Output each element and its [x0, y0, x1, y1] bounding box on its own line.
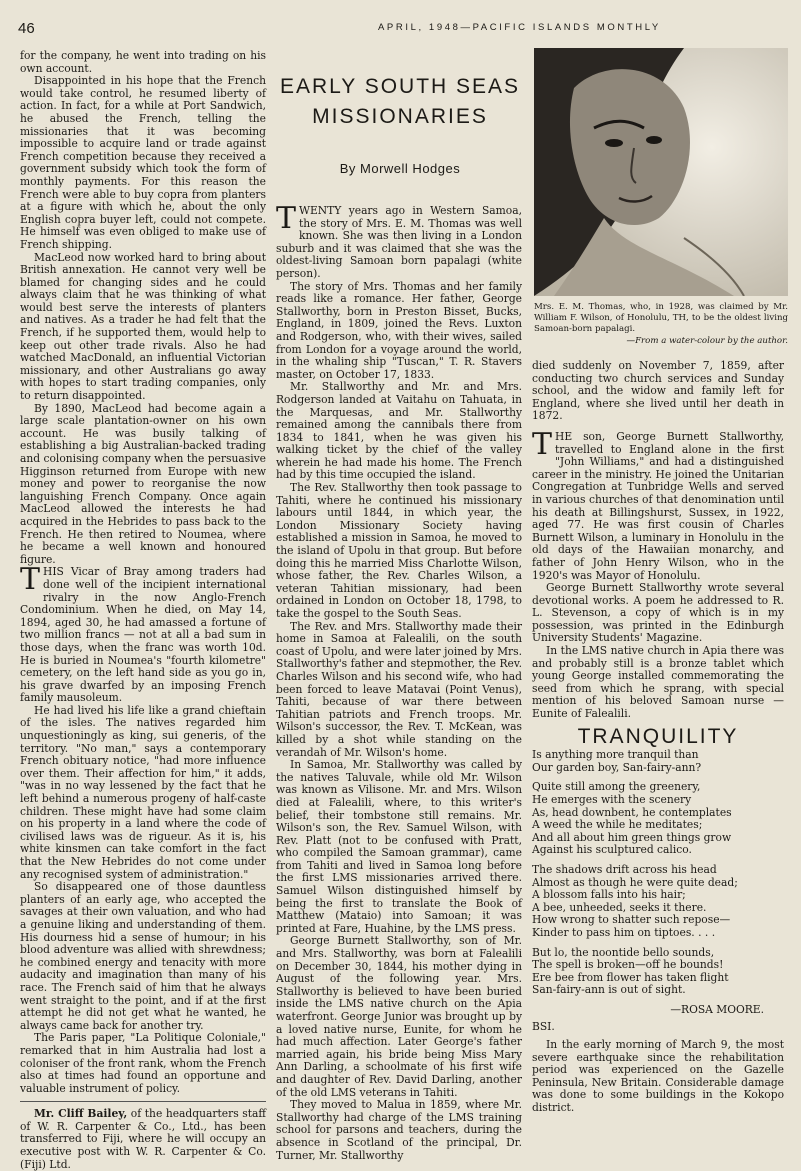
article-byline: By Morwell Hodges — [339, 161, 461, 176]
paragraph: The story of Mrs. Thomas and her family reads like a romance. Her father, George Stallworthy, born in Preston Bisset, Bucks, England, in 1809, joined the Revs. Luxton and Rodgerson, who, with their wives, sailed from London for a voyage around the world, in the whaling ship "Tuscan," T. R. Stavers master, on October 17, 1833. — [276, 279, 522, 381]
paragraph: The Rev. and Mrs. Stallworthy made their home in Samoa at Falealili, on the south coast of Upolu, and were later joined by Mrs. Stallworthy's father and stepmother, the Rev. Charles Wilson and his second wife, who had been forced to leave Matavai (Point Venus), Tahiti, because of war there between Tahitian patriots and French troops. Mr. Wilson's successor, the Rev. T. McKean, was killed by a shot while standing on the verandah of Mr. Wilson's home. — [276, 619, 522, 759]
photo-caption: Mrs. E. M. Thomas, who, in 1928, was claimed by Mr. William F. Wilson, of Honolulu, TH, to be the oldest living Samoan-born papalagi. — [534, 302, 788, 334]
paragraph-drop-cap — [276, 201, 522, 281]
paragraph: In the early morning of March 9, the most severe earthquake since the rehabilitation period was experienced on the Gazelle Peninsula, New Britain. Considerable damage was done to some buildings in the Kokopo district. — [532, 1038, 784, 1115]
paragraph-text: HE son, George Burnett Stallworthy, travelled to England alone in the first "John Williams," and had a distinguished career in the ministry. He joined the Unitarian Congregation at Tunbridge Wells and served in various churches of that denomination until his death at Billingshurst, Sussex, in 1922, aged 77. He was first cousin of Charles Burnett Wilson, a luminary in Honolulu in the old days of the Hawaiian monarchy, and father of John Henry Wilson, who in the 1920's was Mayor of Honolulu. — [532, 429, 784, 582]
paragraph-text: WENTY years ago in Western Samoa, the story of Mrs. E. M. Thomas was well known. She was then living in a London suburb and it was claimed that she was the oldest-living Samoan born papalagi (white person). — [276, 204, 522, 280]
poem-line: A bee, unheeded, seeks it there. — [532, 900, 707, 914]
column-left — [20, 50, 266, 1171]
paragraph-drop-cap — [20, 562, 266, 705]
page-number: 46 — [18, 20, 35, 37]
running-head: APRIL, 1948—PACIFIC ISLANDS MONTHLY — [378, 22, 661, 33]
paragraph: MacLeod now worked hard to bring about British annexation. He cannot very well be blamed for changing sides and he could always claim that he was thinking of what would best serve the interests of planters and natives. As a trader he had felt that the French, if he supported them, would help to keep out other trade rivals. Also he had watched MacDonald, an influential Victorian missionary, and other Australians go away with hopes to start trading companies, only to return disappointed. — [20, 250, 266, 403]
stanza-3 — [532, 864, 784, 940]
paragraph: So disappeared one of those dauntless planters of an early age, who accepted the savages at their own valuation, and who had a genuine liking and understanding of them. His dourness hid a sense of humour; in his blood adventure was allied with shrewdness; he combined energy and tenacity with more audacity and imagination than many of his race. The French said of him that he always went straight to the point, and if at the first attempt he did not get what he wanted, he always came back for another try. — [20, 880, 266, 1032]
poem-line: The spell is broken—off he bounds! — [532, 958, 724, 972]
poem-line: Almost as though he were quite dead; — [532, 875, 738, 889]
paragraph: The Paris paper, "La Politique Coloniale," remarked that in him Australia had lost a coloniser of the front rank, whom the French also at times had found an opportune and valuable instrument of policy. — [20, 1031, 266, 1095]
poem-line: Kinder to pass him on tiptoes. . . . — [532, 925, 716, 939]
paragraph: He had lived his life like a grand chieftain of the isles. The natives regarded him unquestioningly as king, sui generis, of the territory. "No man," says a contemporary French obituary notice, "had more influence over them. Their affection for him," it adds, "was in no way lessened by the fact that he left behind a numerous progeny of half-caste children. These might have had some claim on his property in a land where the code of civilised laws was de rigueur. As it is, his white kinsmen can take comfort in the fact that the New Hebrides do not come under any recognised system of administration." — [20, 703, 266, 881]
poem-line: Is anything more tranquil than — [532, 748, 699, 762]
poem-signature: —ROSA MOORE. — [670, 1002, 764, 1016]
paragraph: for the company, he went into trading on his own account. — [20, 49, 266, 75]
poem-line: The shadows drift across his head — [532, 862, 717, 876]
poem-line: Against his sculptured calico. — [532, 843, 692, 857]
paragraph: The Rev. Stallworthy then took passage to Tahiti, where he continued his missionary labours until 1844, in which year, the London Missionary Society having established a mission in Samoa, he moved to the island of Upolu in that group. But before doing this he married Miss Charlotte Wilson, whose father, the Rev. Charles Wilson, a veteran Tahitian missionary, had been ordained in London on October 18, 1798, to take the gospel to the South Seas. — [276, 481, 522, 620]
poem-line: A blossom falls into his hair; — [532, 888, 686, 902]
poem-title: TRANQUILITY — [577, 724, 739, 748]
paragraph: died suddenly on November 7, 1859, after conducting two church services and Sunday school, and the widow and family left for England, where she lived until her death in 1872. — [532, 359, 784, 423]
stanza-2 — [532, 781, 784, 857]
divider — [20, 1101, 266, 1102]
poem-line: But lo, the noontide bello sounds, — [532, 945, 715, 959]
paragraph: They moved to Malua in 1859, where Mr. Stallworthy had charge of the LMS training school for parsons and teachers, during the absence in Scotland of the principal, Dr. Turner, Mr. Stallworthy — [276, 1098, 522, 1162]
drop-cap: T — [20, 562, 41, 598]
news-item — [20, 1108, 266, 1171]
photo-credit: —From a water-colour by the author. — [626, 336, 788, 346]
paragraph-drop-cap — [532, 426, 784, 582]
column-middle — [276, 201, 522, 1162]
paragraph: In Samoa, Mr. Stallworthy was called by the natives Taluvale, while old Mr. Wilson was known as Vilisone. Mr. and Mrs. Wilson died at Falealili, where, to this writer's belief, their tombstone still remains. Mr. Wilson's son, the Rev. Samuel Wilson, with Rev. Platt (not to be confused with Pratt, who compiled the Samoan grammar), came from Tahiti and lived in Samoa long before the first LMS missionaries arrived there. Samuel Wilson distinguished himself by being the first to translate the Book of Matthew (Mataio) into Samoan; it was printed at Fare, Huahine, by the LMS press. — [276, 758, 522, 935]
paragraph: Mr. Stallworthy and Mr. and Mrs. Rodgerson landed at Vaitahu on Tahuata, in the Marquesas, and Mr. Stallworthy remained among the cannibals there from 1834 to 1841, when he was given his walking ticket by the chief of the valley wherein he had made his home. The French had by this time occupied the island. — [276, 380, 522, 482]
stanza-1 — [532, 749, 784, 774]
news-text: of the headquarters staff of W. R. Carpenter & Co., Ltd., has been transferred to Fiji, where he will occupy an executive post with W. R. Carpenter & Co. (Fiji) Ltd. — [20, 1107, 267, 1171]
paragraph: By 1890, MacLeod had become again a large scale plantation-owner on his own account. He was busily talking of establishing a big Australian-backed trading and colonising company when the persuasive Higginson returned from Europe with new money and power to reorganise the now languishing French Company. Once again MacLeod allowed the interests he had acquired in the Hebrides to pass back to the French. He then retired to Noumea, where he became a well known and honoured figure. — [20, 401, 266, 566]
paragraph: In the LMS native church in Apia there was and probably still is a bronze tablet which young George installed commemorating the seed from which he sprang, with special mention of his beloved Samoan nurse — Eunite of Falealili. — [532, 644, 784, 721]
poem-line: Ere bee from flower has taken flight — [532, 970, 729, 984]
section-tag: BSI. — [532, 1019, 555, 1033]
poem — [532, 749, 784, 1016]
portrait-photo — [534, 48, 788, 296]
paragraph: George Burnett Stallworthy, son of Mr. and Mrs. Stallworthy, was born at Falealili on December 30, 1844, his mother dying in August of the following year. Mrs. Stallworthy is believed to have been buried inside the LMS native church on the Apia waterfront. George Junior was brought up by a loved native nurse, Eunite, for whom he had much affection. Later George's father married again, his bride being Miss Mary Ann Darling, a schoolmate of his first wife and daughter of Rev. David Darling, another of the old LMS veterans in Tahiti. — [276, 934, 522, 1099]
poem-line: Our garden boy, San-fairy-ann? — [532, 760, 702, 774]
poem-line: Quite still among the greenery, — [532, 780, 701, 794]
poem-line: San-fairy-ann is out of sight. — [532, 983, 686, 997]
poem-line: As, head downbent, he contemplates — [532, 805, 732, 819]
drop-cap: T — [532, 426, 553, 462]
paragraph-text: HIS Vicar of Bray among traders had done well of the incipient international rivalry in the now Anglo-French Condominium. When he died, on May 14, 1894, aged 30, he had amassed a fortune of two million francs — not at all a bad sum in those days, when the franc was worth 10d. He is buried in Noumea's "fourth kilometre" cemetery, on the left hand side as you go in, his grave dwarfed by an imposing French family mausoleum. — [20, 565, 266, 705]
poem-line: And all about him green things grow — [532, 830, 732, 844]
poem-line: He emerges with the scenery — [532, 793, 692, 806]
paragraph: Disappointed in his hope that the French would take control, he resumed liberty of action. In fact, for a while at Port Sandwich, he abused the French, telling the missionaries that it was becoming impossible to acquire land or trade against French competition because they received a government subsidy which took the form of monthly payments. For this reason the French were able to buy copra from planters at a figure with which he, about the only English copra buyer left, could not compete. He himself was even obliged to make use of French shipping. — [20, 74, 266, 251]
stanza-4 — [532, 947, 784, 997]
news-lead: Mr. Cliff Bailey, — [34, 1107, 128, 1121]
poem-line: How wrong to shatter such repose— — [532, 913, 731, 927]
column-right — [532, 360, 784, 1115]
portrait-illustration — [534, 48, 788, 296]
paragraph: George Burnett Stallworthy wrote several devotional works. A poem he addressed to R. L. Stevenson, a copy of which is in my possession, was printed in the Edinburgh University Students' Magazine. — [532, 581, 784, 645]
article-title: EARLY SOUTH SEAS MISSIONARIES — [279, 75, 521, 128]
drop-cap: T — [276, 201, 297, 236]
poem-line: A weed the while he meditates; — [532, 818, 703, 832]
